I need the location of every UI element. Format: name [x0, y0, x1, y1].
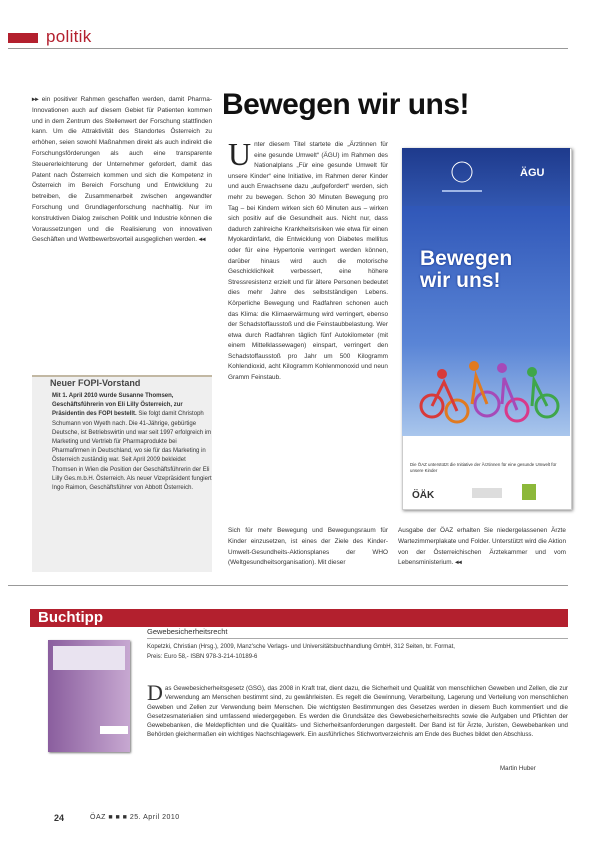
buchtipp-heading: Buchtipp	[38, 609, 103, 626]
poster-title-line2: wir uns!	[420, 269, 501, 292]
book-meta	[147, 643, 568, 662]
poster-title-line1: Bewegen	[420, 247, 513, 270]
article-body-column	[228, 136, 388, 384]
header-rule	[8, 48, 568, 49]
section-marker	[8, 33, 38, 43]
poster-title	[420, 248, 512, 292]
book-review-body: as Gewebesicherheitsgesetz (GSG), das 2008 in Kraft trat, dient dazu, die Sicherheit und Qualität von menschlichen Geweben und Zellen, die zur Verwendung am Menschen bestimmt sind, zu gewährleisten. Es regelt die Gewinnung, Verarbeitung, Lagerung und Verteilung von menschlichen Geweben und Zellen zur Verwendung beim Menschen. Die wichtigsten Bestimmungen des Gesetzes werden in diesem Buch kommentiert und die Gesetzesmaterialien sind umfassend wiedergegeben. Es werden die Grundsätze des Gewebesicherheitsrechts sowie die Aufgaben und Pflichten der Gewebebanken, die Meldepflichten und die Qualitäts- und Sicherheitsanforderungen dargestellt. Der Band ist für Ärzte, Juristen, Gewebebanken und Behörden gleichermaßen ein wichtiges Nachschlagewerk. Ein ausführliches Stichwortverzeichnis am Ende des Buches bildet den Abschluss.	[147, 685, 568, 739]
book-title-rule	[147, 638, 568, 639]
poster-logo-left: ÖÄK	[412, 490, 435, 501]
book-meta-line2: Preis: Euro 58,- ISBN 978-3-214-10189-6	[147, 653, 258, 660]
poster-logo-underline	[442, 190, 482, 192]
article-headline: Bewegen wir uns!	[222, 88, 470, 121]
book-review-author: Martin Huber	[500, 765, 536, 772]
book-meta-line1: Kopetzki, Christian (Hrsg.), 2009, Manz'sche Verlags- und Universitätsbuchhandlung GmbH, 312 Seiten, br. Format,	[147, 644, 455, 650]
page-number: 24	[54, 813, 65, 823]
poster-logo-right: ÄGU	[520, 167, 545, 179]
info-box-body	[52, 392, 212, 493]
article-body-right-text: Ausgabe der ÖAZ erhalten Sie niedergelassenen Ärzte Wartezimmerplakate und Folder. Unterstützt wird die Aktion von der Österreichischen Ärztekammer und vom Lebensministerium.	[398, 527, 566, 567]
info-box-text: Sie folgt damit Christoph Schumann von Wyeth nach. Die 41-Jährige, gebürtige Deutsche, ist Betriebswirtin und war seit 1997 erfolgreich im Marketing und Vertrieb für Pharmaprodukte bei Pharmafirmen in Deutschland, wo sie für das Marketing in Österreich zuständig war. Seit April 2009 bekleidet Thomsen in Wien die Position der Geschäftsführerin der Eli Lilly Ges.m.b.H. Österreich. Als neuer Vizepräsident fungiert Ingo Raimon, Geschäftsführer von Abbott Österreich.	[52, 411, 212, 492]
book-title: Gewebesicherheitsrecht	[147, 627, 228, 636]
poster-logo-left-icon	[452, 162, 472, 182]
book-cover-label	[100, 726, 128, 734]
info-box-lead: Mit 1. April 2010 wurde Susanne Thomsen, Geschäftsführerin von Eli Lilly Österreich, zur Präsidentin des FOPI bestellt.	[52, 393, 183, 418]
buchtipp-banner	[30, 609, 568, 627]
ministry-logo-icon	[522, 484, 536, 500]
left-column-body: ein positiver Rahmen geschaffen werden, damit Pharma-Innovationen auch auf diesem Gebiet für Patienten kommen und in dem Zentrum des Stellenwert der Forschung stattfinden kann. Um die Attraktivität des Standortes Österreich zu erhöhen, seien sowohl Maßnahmen direkt als auch indirekt die Forschungsförderungen als auch eine transparente Steuererleichterung der Unternehmer gefordert, damit das Patent nach Österreich kommen und sich die Kompetenz in Österreich im Bereich Forschung und Entwicklung zu betreiben, die Zusammenarbeit zwischen angewandter Forschung und Grundlagenforschung nachhaltig. Nur im konstruktiven Dialog zwischen Politik und Industrie können die Voraussetzungen und die Realisierung von innovativen Geschäften und Wettbewerbsvorteil ausgeglichen werden.	[32, 96, 212, 244]
end-mark-icon: ◂◂	[455, 559, 462, 567]
poster-footer	[402, 478, 570, 508]
sponsor-logo-icon	[472, 488, 502, 498]
section-title: politik	[46, 27, 92, 46]
poster-artwork	[402, 206, 570, 436]
info-box-title: Neuer FOPI-Vorstand	[50, 378, 141, 388]
article-body-right	[398, 526, 566, 569]
end-mark-icon: ◂◂	[198, 236, 206, 244]
poster-header	[402, 148, 570, 206]
article-body-text: nter diesem Titel startete die „Ärztinnen für eine gesunde Umwelt“ (ÄGU) im Rahmen des Nationalplans „Für eine gesunde Umwelt für unsere Kinder“ eine Initiative, im Rahmen derer Kinder und auch Erwachsene dazu „aufgefordert“ werden, sich mehr zu bewegen. Schon 30 Minuten Bewegung pro Tag – bei Kindern wirken sich 60 Minuten aus – wirken sich positiv auf die Gesundheit aus. Nicht nur, dass dadurch zahlreiche Krankheitsrisiken wie etwa für einen Myokardinfarkt, die Entwicklung von Diabetes mellitus oder für eine Hypertonie verringert werden können, darüber hinaus wird auch die motorische Geschicklichkeit verbessert, eine höhere Stressresistenz erzielt und für ältere Personen bedeutet dies mehr Jahre des selbstständigen Lebens. Körperliche Bewegung und Radfahren schonen auch das Klima: die Klimaerwärmung wird verringert, ebenso der Schadstoffausstoß und die Feinstaubbelastung. Wer etwa durch Radfahren täglich fünf Autokilometer (mit einem Mittelklassewagen) einspart, verringert den Schadstoffausstoß pro Jahr um 500 Kilogramm Kohlendioxid, acht Kilogramm Kohlenmonoxid und neun Gramm Feinstaub.	[228, 141, 388, 382]
poster-logos	[402, 148, 570, 206]
section-divider	[8, 585, 568, 586]
continuation-icon: ▸▸	[32, 96, 42, 103]
poster-sponsor-logos	[402, 478, 570, 508]
book-review-text	[147, 680, 568, 740]
book-cover-band	[53, 646, 125, 670]
left-column-text	[32, 95, 212, 246]
poster-illustration	[402, 206, 570, 436]
footer-issue: ÖAZ ■ ■ ■ 25. April 2010	[90, 814, 180, 821]
article-dropcap: U	[228, 136, 252, 172]
cyclists-illustration-icon	[421, 361, 558, 422]
book-review-dropcap: D	[147, 680, 163, 705]
article-body-continued: Sich für mehr Bewegung und Bewegungsraum für Kinder einzusetzen, ist eines der Ziele des Kinder-Umwelt-Gesundheits-Aktionsplanes der WHO (Weltgesundheitsorganisation). Mit dieser	[228, 527, 388, 567]
poster-fine-print: Die ÖAZ unterstützt die Initiative der Ärztinnen für eine gesunde Umwelt für unsere Kinder	[410, 462, 557, 473]
